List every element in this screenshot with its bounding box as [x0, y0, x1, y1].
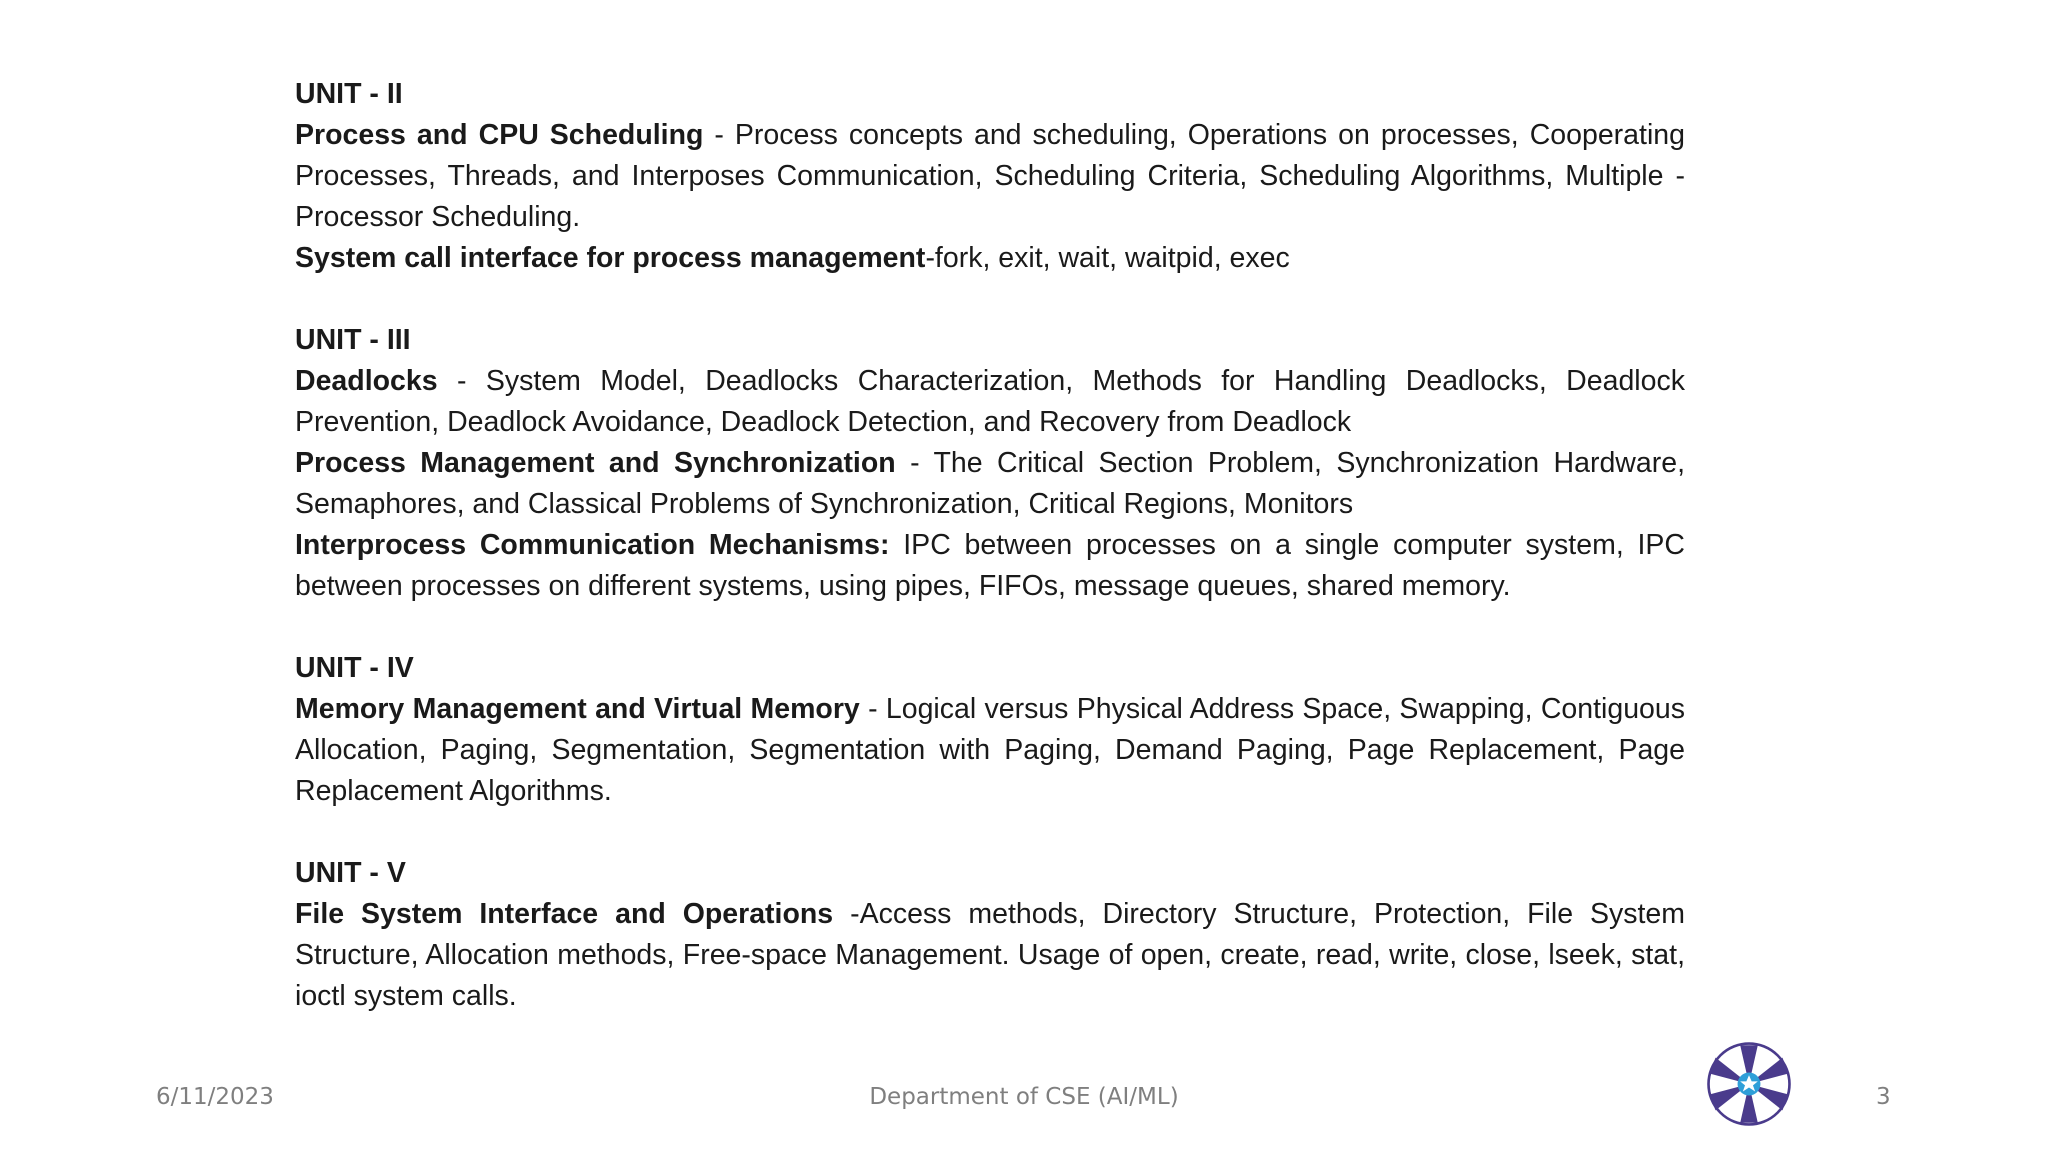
institution-logo-icon: [1705, 1040, 1793, 1128]
topic-term: Memory Management and Virtual Memory: [295, 693, 860, 725]
unit-heading: UNIT - IV: [295, 652, 414, 684]
footer-page-number: 3: [1876, 1084, 1891, 1110]
topic-term: File System Interface and Operations: [295, 898, 834, 930]
unit-heading: UNIT - III: [295, 324, 411, 356]
topic-term: Process Management and Synchronization: [295, 447, 896, 479]
syllabus-content: [295, 74, 1685, 1058]
unit-topic: [295, 894, 1685, 1017]
topic-text: IPC between processes on a single computer system, IPC between processes on different systems, using pipes, FIFOs, message queues, shared memory.: [295, 529, 1686, 602]
unit-topic: [295, 525, 1685, 607]
footer-department: Department of CSE (AI/ML): [869, 1084, 1179, 1110]
topic-term: Process and CPU Scheduling: [295, 119, 704, 151]
footer-date: 6/11/2023: [156, 1084, 274, 1110]
unit-heading: UNIT - II: [295, 78, 403, 110]
unit-topic: [295, 443, 1685, 525]
unit-3: [295, 320, 1685, 607]
topic-term: System call interface for process management: [295, 242, 926, 274]
topic-text: - Logical versus Physical Address Space, Swapping, Contiguous Allocation, Paging, Segmentation, Segmentation with Paging, Demand Paging, Page Replacement, Page Replacement Algorithms.: [295, 693, 1686, 807]
topic-term: Deadlocks: [295, 365, 438, 397]
topic-text: - System Model, Deadlocks Characterization, Methods for Handling Deadlocks, Deadlock Prevention, Deadlock Avoidance, Deadlock Detection, and Recovery from Deadlock: [295, 365, 1685, 438]
unit-4: [295, 648, 1685, 812]
topic-text: -fork, exit, wait, waitpid, exec: [925, 242, 1290, 274]
unit-topic: [295, 115, 1685, 238]
topic-text: -Access methods, Directory Structure, Protection, File System Structure, Allocation methods, Free-space Management. Usage of open, create, read, write, close, lseek, stat, ioctl system calls.: [295, 898, 1685, 1012]
unit-topic: [295, 689, 1685, 812]
topic-text: - The Critical Section Problem, Synchronization Hardware, Semaphores, and Classical Problems of Synchronization, Critical Regions, Monitors: [295, 447, 1686, 520]
unit-5: [295, 853, 1685, 1017]
unit-heading: UNIT - V: [295, 857, 406, 889]
unit-topic: [295, 361, 1685, 443]
topic-text: - Process concepts and scheduling, Operations on processes, Cooperating Processes, Threads, and Interposes Communication, Scheduling Criteria, Scheduling Algorithms, Multiple -Processor Scheduling.: [295, 119, 1685, 233]
topic-term: Interprocess Communication Mechanisms:: [295, 529, 890, 561]
unit-2: [295, 74, 1685, 279]
unit-topic: [295, 238, 1685, 279]
